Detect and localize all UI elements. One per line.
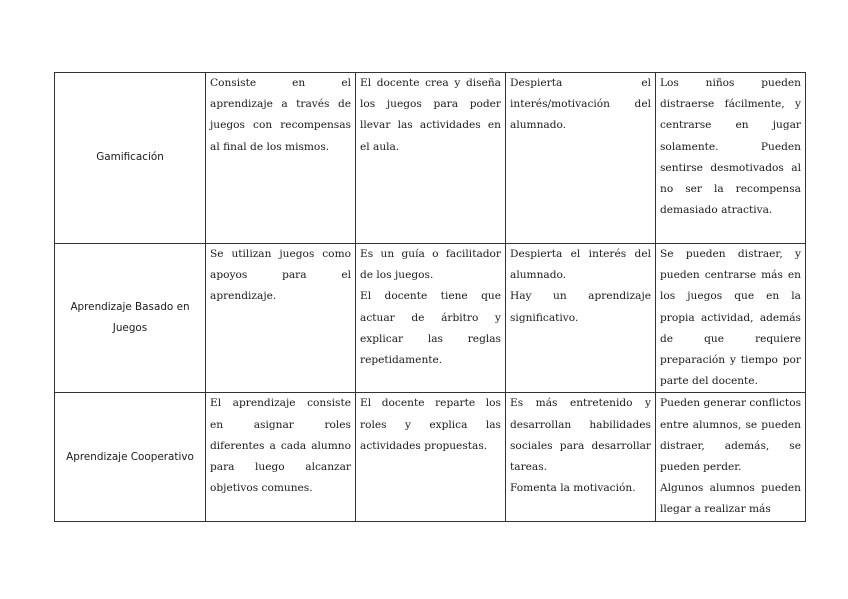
- disadvantages-cell: [656, 244, 806, 393]
- advantages-cell: [506, 73, 656, 244]
- advantage-text: Hay un aprendizaje significativo.: [510, 290, 651, 324]
- disadvantage-text: Se pueden distraer, y pueden centrarse más en los juegos que en la propia actividad, además de que requiere preparación y tiempo por parte del docente.: [660, 248, 801, 388]
- table-row: [55, 73, 806, 244]
- disadvantage-text: Algunos alumnos pueden llegar a realizar más: [660, 482, 801, 516]
- teacher-role-cell: [356, 73, 506, 244]
- teacher-role-text: El docente tiene que actuar de árbitro y explicar las reglas repetidamente.: [360, 290, 501, 367]
- advantages-cell: [506, 244, 656, 393]
- advantage-text: Es más entretenido y desarrollan habilidades sociales para desarrollar tareas.: [510, 397, 651, 474]
- definition-cell: Se utilizan juegos como apoyos para el aprendizaje.: [206, 244, 356, 393]
- methodology-comparison-table: [54, 72, 806, 522]
- teacher-role-text: El docente reparte los roles y explica las actividades propuestas.: [360, 397, 501, 452]
- teacher-role-text: Es un guía o facilitador de los juegos.: [360, 248, 501, 282]
- disadvantages-cell: [656, 73, 806, 244]
- definition-cell: El aprendizaje consiste en asignar roles diferentes a cada alumno para luego alcanzar objetivos comunes.: [206, 393, 356, 522]
- teacher-role-cell: [356, 393, 506, 522]
- disadvantage-text: Los niños pueden distraerse fácilmente, y centrarse en jugar solamente. Pueden sentirse desmotivados al no ser la recompensa demasiado atractiva.: [660, 77, 801, 217]
- advantage-text: Fomenta la motivación.: [510, 482, 636, 495]
- advantage-text: Despierta el interés/motivación del alumnado.: [510, 77, 651, 132]
- advantage-text: Despierta el interés del alumnado.: [510, 248, 651, 282]
- teacher-role-text: El docente crea y diseña los juegos para poder llevar las actividades en el aula.: [360, 77, 501, 153]
- table-row: [55, 393, 806, 522]
- disadvantage-text: Pueden generar conflictos entre alumnos, se pueden distraer, además, se pueden perder.: [660, 397, 802, 474]
- disadvantages-cell: [656, 393, 806, 522]
- table-row: [55, 244, 806, 393]
- advantages-cell: [506, 393, 656, 522]
- method-name-cell: Gamificación: [55, 73, 206, 244]
- method-name-cell: Aprendizaje Cooperativo: [55, 393, 206, 522]
- definition-cell: Consiste en el aprendizaje a través de juegos con recompensas al final de los mismos.: [206, 73, 356, 244]
- teacher-role-cell: [356, 244, 506, 393]
- method-name-cell: Aprendizaje Basado en Juegos: [55, 244, 206, 393]
